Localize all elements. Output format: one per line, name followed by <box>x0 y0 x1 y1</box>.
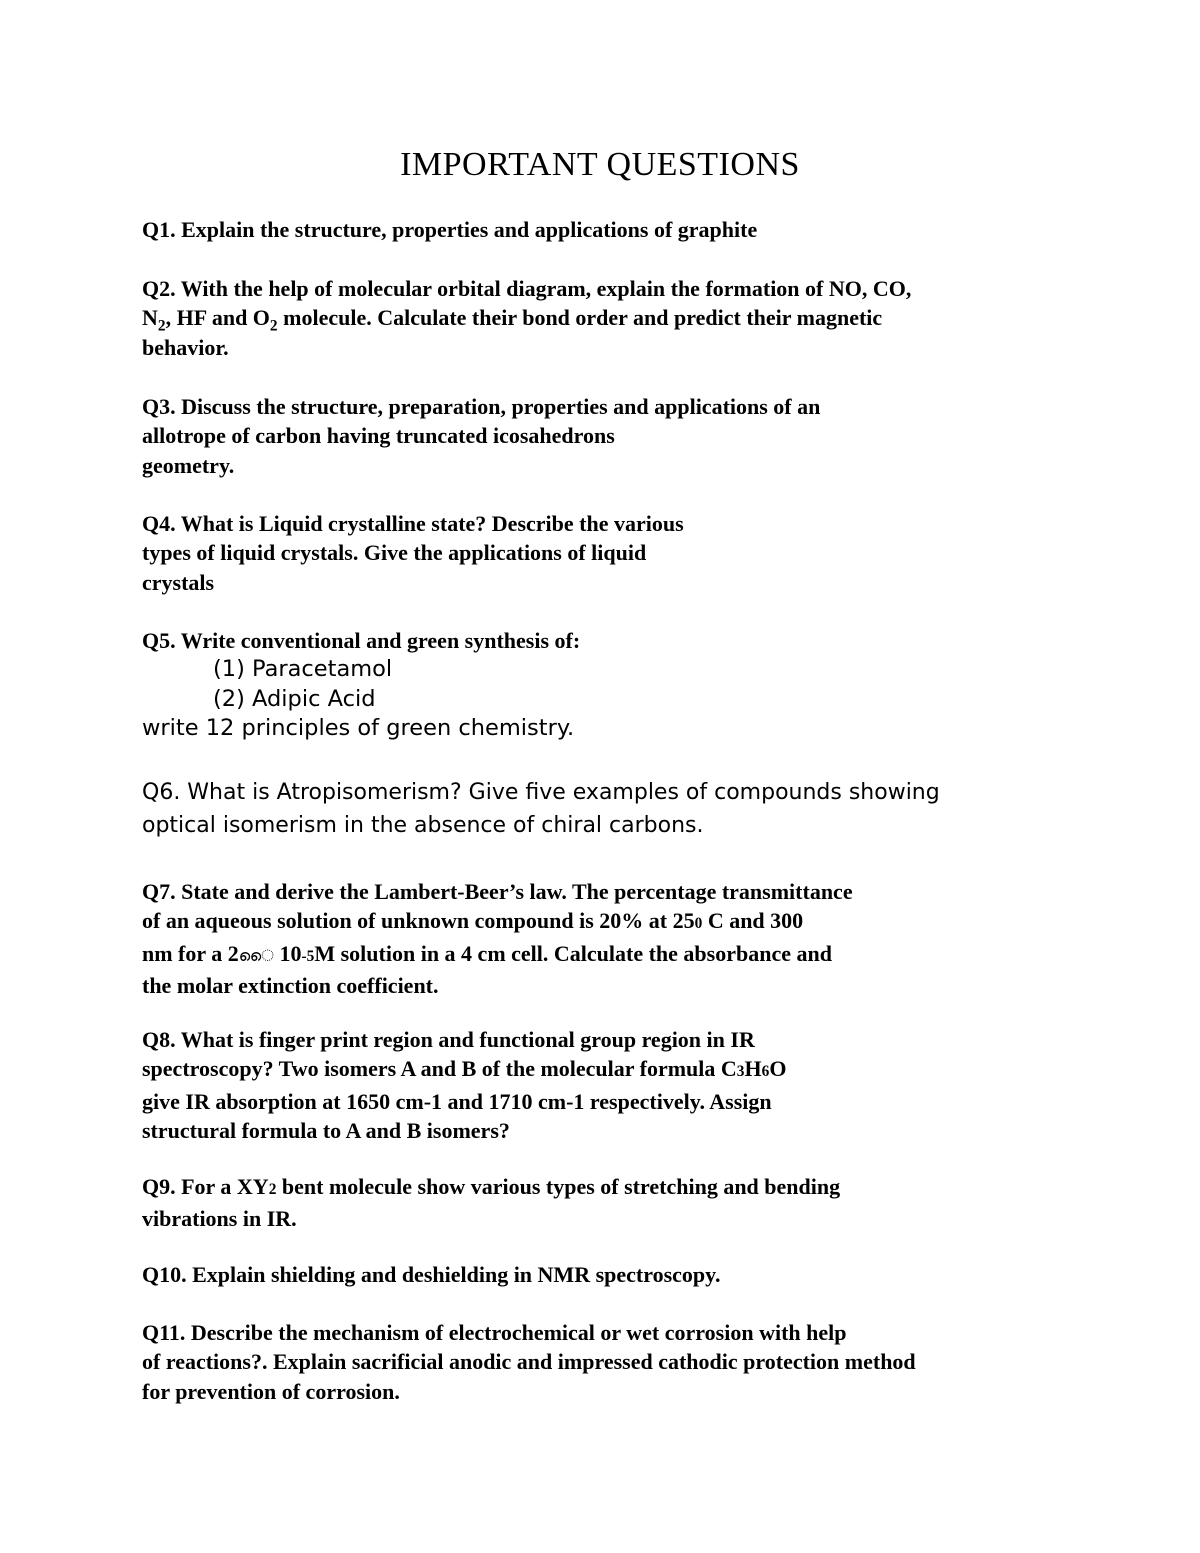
question-2-text: N <box>142 305 158 331</box>
question-2-line-1: Q2. With the help of molecular orbital diagram, explain the formation of NO, CO, <box>142 276 912 301</box>
question-9-line-2: vibrations in IR. <box>142 1206 297 1232</box>
question-7 <box>142 877 853 1001</box>
question-10-line-1: Q10. Explain shielding and deshielding in NMR spectroscopy. <box>142 1262 721 1287</box>
question-7-glyph: ൈ <box>238 945 275 965</box>
question-5-line-4: write 12 principles of green chemistry. <box>142 715 575 742</box>
question-7-text: M solution in a 4 cm cell. Calculate the absorbance and <box>314 940 832 966</box>
question-11-line-2: of reactions?. Explain sacrificial anodic and impressed cathodic protection method <box>142 1349 916 1375</box>
question-8-subscript: 3 <box>736 1063 745 1081</box>
question-2-line-3: behavior. <box>142 334 229 360</box>
question-7-superscript: -5 <box>301 947 315 965</box>
question-7-superscript: 0 <box>694 915 703 933</box>
question-7-text: 10 <box>274 940 302 966</box>
question-8-line-1: Q8. What is finger print region and functional group region in IR <box>142 1027 755 1052</box>
question-11 <box>142 1318 916 1406</box>
question-11-line-3: for prevention of corrosion. <box>142 1378 400 1404</box>
question-2-subscript: 2 <box>269 317 278 335</box>
question-2-text: , HF and O <box>165 305 270 331</box>
question-3-line-1: Q3. Discuss the structure, preparation, properties and applications of an <box>142 394 821 419</box>
question-5 <box>142 626 580 744</box>
question-1 <box>142 215 757 244</box>
question-4-line-2: types of liquid crystals. Give the applications of liquid <box>142 540 647 566</box>
question-6 <box>142 776 940 842</box>
question-11-line-1: Q11. Describe the mechanism of electrochemical or wet corrosion with help <box>142 1320 847 1345</box>
question-9-line-1 <box>142 1172 840 1204</box>
question-8 <box>142 1025 786 1146</box>
question-7-line-2 <box>142 906 853 938</box>
question-10 <box>142 1260 720 1289</box>
question-6-line-2: optical isomerism in the absence of chiral carbons. <box>142 813 704 838</box>
question-9-text: bent molecule show various types of stretching and bending <box>276 1174 841 1199</box>
question-7-text: C and 300 <box>702 908 804 934</box>
question-8-text: H <box>744 1056 762 1082</box>
question-9-subscript: 2 <box>268 1181 277 1198</box>
question-7-line-1: Q7. State and derive the Lambert-Beer’s law. The percentage transmittance <box>142 879 853 904</box>
question-6-line-1: Q6. What is Atropisomerism? Give five examples of compounds showing <box>142 780 940 805</box>
page-title: IMPORTANT QUESTIONS <box>400 146 800 183</box>
question-7-line-3 <box>142 939 853 971</box>
question-9-text: Q9. For a XY <box>142 1174 269 1199</box>
question-5-item-1: (1) Paracetamol <box>213 656 393 683</box>
question-2-text: molecule. Calculate their bond order and predict their magnetic <box>277 305 883 331</box>
question-3-line-2: allotrope of carbon having truncated icosahedrons <box>142 423 615 449</box>
question-5-line-1: Q5. Write conventional and green synthesis of: <box>142 628 581 653</box>
question-8-text: O <box>769 1056 787 1082</box>
question-2-line-2 <box>142 303 911 335</box>
question-4-line-3: crystals <box>142 569 215 595</box>
question-2 <box>142 274 911 362</box>
question-9 <box>142 1172 840 1234</box>
question-5-item-2: (2) Adipic Acid <box>213 685 376 712</box>
question-1-line-1: Q1. Explain the structure, properties and applications of graphite <box>142 217 758 242</box>
question-2-subscript: 2 <box>157 317 166 335</box>
question-8-line-3: give IR absorption at 1650 cm-1 and 1710 cm-1 respectively. Assign <box>142 1088 772 1114</box>
question-7-text: of an aqueous solution of unknown compound is 20% at 25 <box>142 908 695 934</box>
question-8-line-2 <box>142 1054 786 1086</box>
question-8-line-4: structural formula to A and B isomers? <box>142 1118 510 1144</box>
question-4-line-1: Q4. What is Liquid crystalline state? Describe the various <box>142 511 684 536</box>
question-3-line-3: geometry. <box>142 452 235 478</box>
question-7-line-4: the molar extinction coefficient. <box>142 973 439 999</box>
question-7-text: nm for a 2 <box>142 940 239 966</box>
question-8-subscript: 6 <box>761 1063 770 1081</box>
question-4 <box>142 509 684 597</box>
question-3 <box>142 392 820 480</box>
question-8-text: spectroscopy? Two isomers A and B of the molecular formula C <box>142 1056 737 1082</box>
